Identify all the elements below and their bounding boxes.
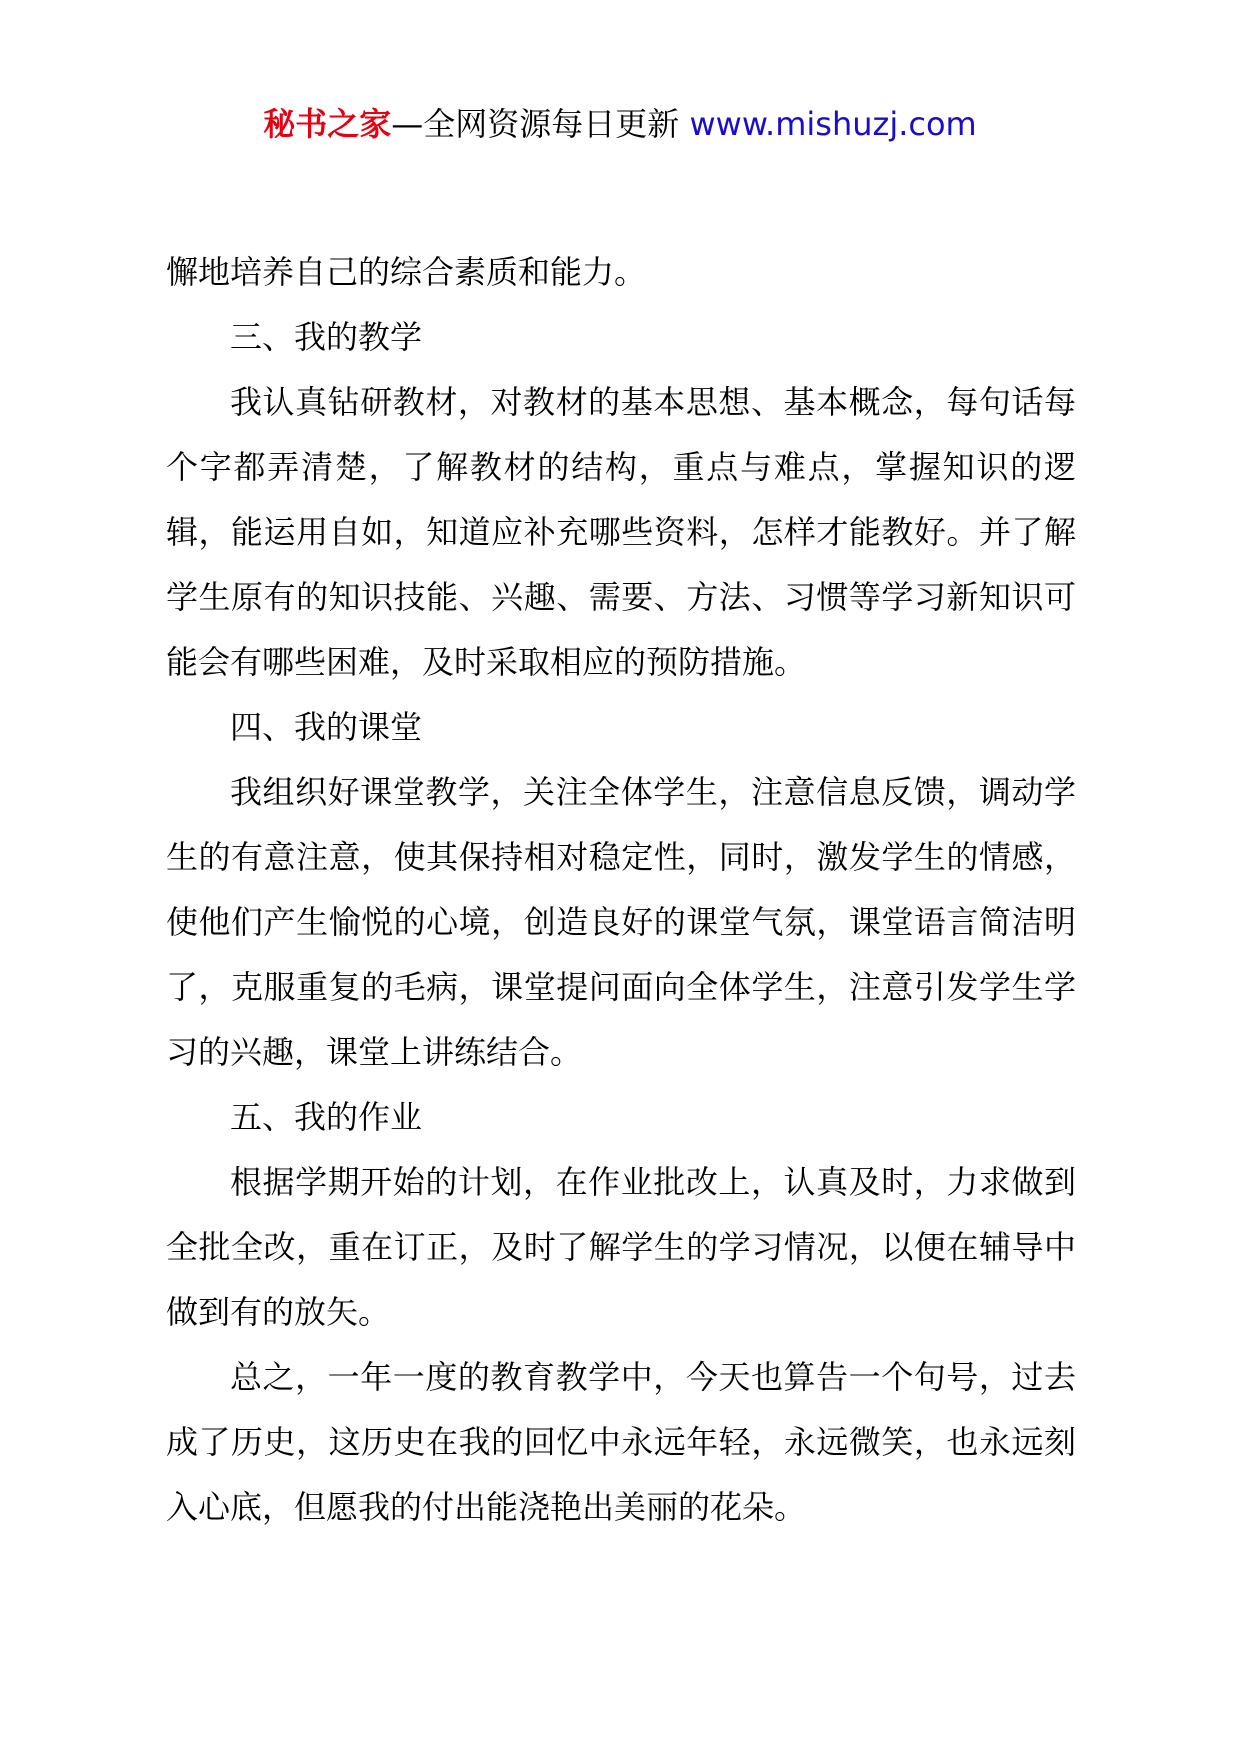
section-heading-teaching: 三、我的教学 xyxy=(230,318,423,356)
brand-name: 秘书之家 xyxy=(263,105,392,143)
section-heading-homework: 五、我的作业 xyxy=(230,1098,423,1136)
page-header xyxy=(0,100,1240,148)
section-heading-classroom: 四、我的课堂 xyxy=(230,708,423,746)
paragraph-homework: 根据学期开始的计划，在作业批改上，认真及时，力求做到全批全改，重在订正，及时了解学生的学习情况，以便在辅导中做到有的放矢。 xyxy=(166,1163,1076,1331)
website-link[interactable]: www.mishuzj.com xyxy=(689,105,977,143)
paragraph-continuation: 懈地培养自己的综合素质和能力。 xyxy=(166,253,647,291)
paragraph-conclusion: 总之，一年一度的教育教学中，今天也算告一个句号，过去成了历史，这历史在我的回忆中永远年轻，永远微笑，也永远刻入心底，但愿我的付出能浇艳出美丽的花朵。 xyxy=(166,1358,1076,1526)
paragraph-teaching: 我认真钻研教材，对教材的基本思想、基本概念，每句话每个字都弄清楚，了解教材的结构，重点与难点，掌握知识的逻辑，能运用自如，知道应补充哪些资料，怎样才能教好。并了解学生原有的知识技能、兴趣、需要、方法、习惯等学习新知识可能会有哪些困难，及时采取相应的预防措施。 xyxy=(166,383,1076,681)
document-body xyxy=(166,240,1076,1540)
paragraph-classroom: 我组织好课堂教学，关注全体学生，注意信息反馈，调动学生的有意注意，使其保持相对稳定性，同时，激发学生的情感，使他们产生愉悦的心境，创造良好的课堂气氛，课堂语言简洁明了，克服重复的毛病，课堂提问面向全体学生，注意引发学生学习的兴趣，课堂上讲练结合。 xyxy=(166,773,1076,1071)
header-tagline: —全网资源每日更新 xyxy=(391,105,690,143)
